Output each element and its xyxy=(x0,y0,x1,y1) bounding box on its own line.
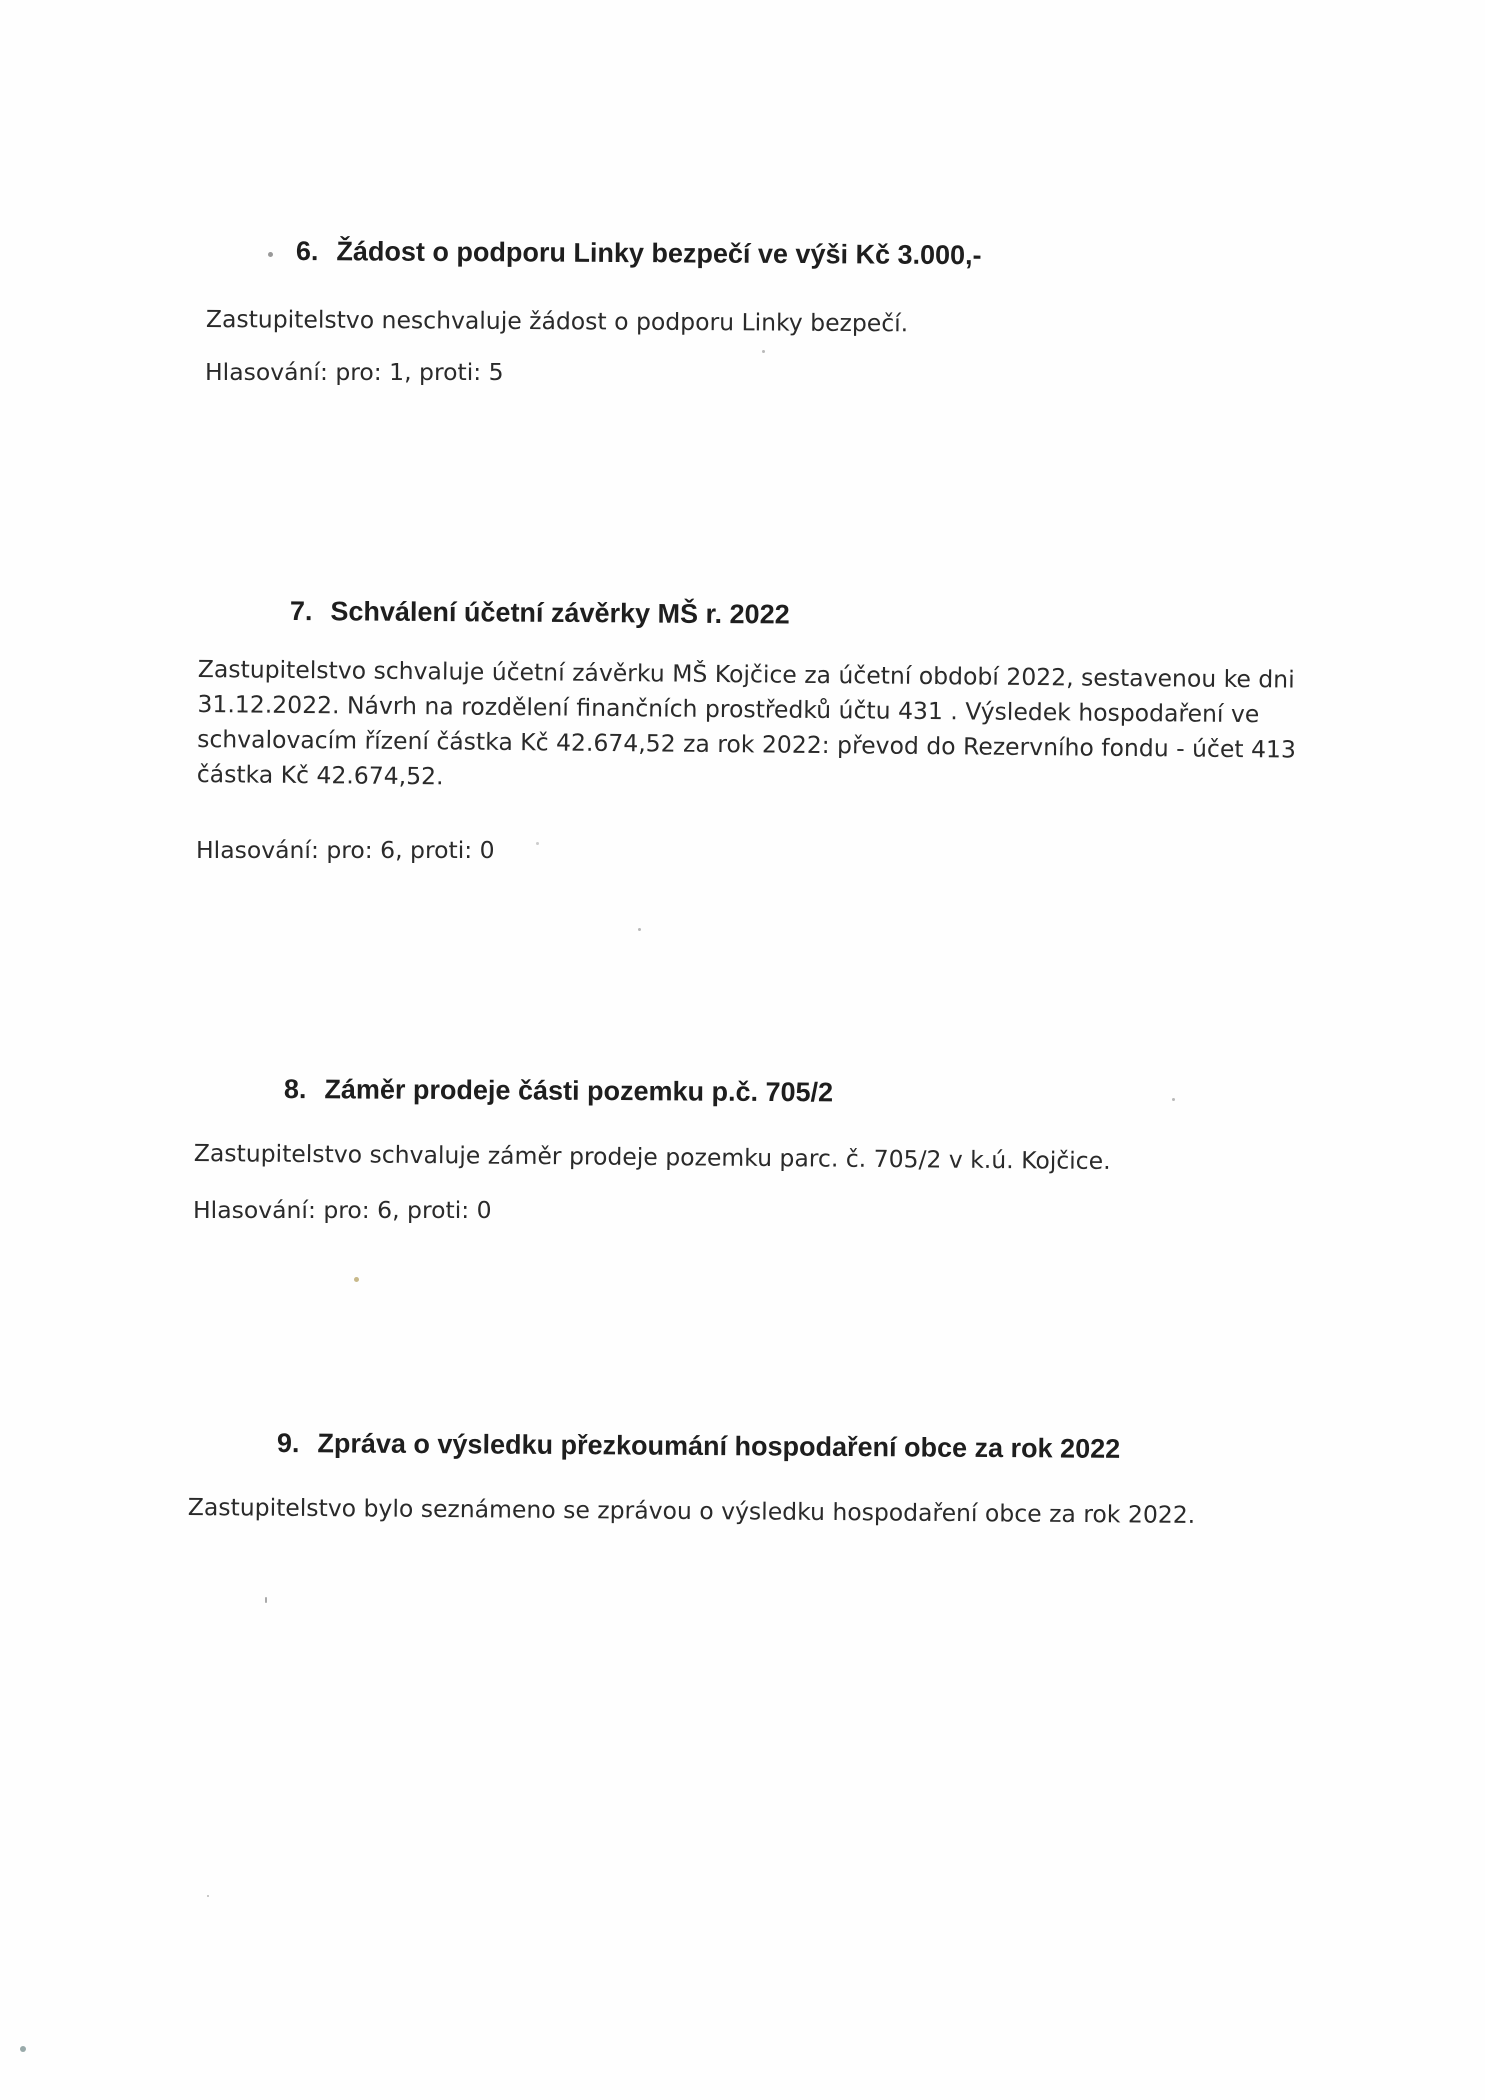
item-title: Zpráva o výsledku přezkoumání hospodaření obce za rok 2022 xyxy=(317,1428,1121,1464)
scan-speck xyxy=(536,842,539,845)
item-vote: Hlasování: pro: 1, proti: 5 xyxy=(205,358,504,386)
item-body: Zastupitelstvo neschvaluje žádost o podporu Linky bezpečí. xyxy=(205,304,909,338)
item-body: Zastupitelstvo schvaluje záměr prodeje pozemku parc. č. 705/2 v k.ú. Kojčice. xyxy=(193,1138,1111,1175)
item-number: 7. xyxy=(289,596,313,627)
agenda-item-8-vote xyxy=(193,1196,1343,1224)
scan-speck xyxy=(354,1277,359,1282)
item-title: Schválení účetní závěrky MŠ r. 2022 xyxy=(330,596,790,630)
agenda-item-7 xyxy=(290,596,1440,635)
item-heading xyxy=(296,236,1446,274)
item-title: Žádost o podporu Linky bezpečí ve výši Kč 3.000,- xyxy=(336,236,982,271)
item-heading xyxy=(284,1074,1434,1112)
agenda-item-6 xyxy=(296,236,1446,274)
item-title: Záměr prodeje části pozemku p.č. 705/2 xyxy=(324,1074,834,1108)
item-number: 6. xyxy=(295,236,319,267)
agenda-item-6-vote xyxy=(205,358,1355,386)
agenda-item-7-body xyxy=(197,652,1348,803)
item-body-line: částka Kč 42.674,52. xyxy=(196,759,444,791)
item-number: 8. xyxy=(283,1074,307,1105)
scan-speck xyxy=(638,928,641,931)
item-body-line: schvalovacím řízení částka Kč 42.674,52 za rok 2022: převod do Rezervního fondu - účet 413 xyxy=(197,724,1297,764)
agenda-item-7-vote xyxy=(196,836,1346,864)
item-body-line: Zastupitelstvo schvaluje účetní závěrku MŠ Kojčice za účetní období 2022, sestavenou ke dni xyxy=(197,654,1295,694)
scan-speck xyxy=(207,1895,209,1897)
scan-speck xyxy=(265,1597,267,1603)
bullet-dot xyxy=(268,252,273,257)
agenda-item-6-body xyxy=(206,302,1356,344)
item-number: 9. xyxy=(276,1428,300,1459)
scan-speck xyxy=(1172,1098,1175,1101)
agenda-item-8-body xyxy=(194,1136,1344,1181)
item-heading xyxy=(290,596,1440,635)
agenda-item-8 xyxy=(284,1074,1434,1112)
item-vote: Hlasování: pro: 6, proti: 0 xyxy=(193,1196,492,1224)
item-vote: Hlasování: pro: 6, proti: 0 xyxy=(196,836,495,864)
scan-speck xyxy=(762,350,765,353)
scan-speck xyxy=(20,2046,26,2052)
item-body-line: 31.12.2022. Návrh na rozdělení finančních prostředků účtu 431 . Výsledek hospodaření ve xyxy=(197,689,1260,729)
item-heading xyxy=(277,1428,1427,1467)
agenda-item-9 xyxy=(277,1428,1427,1467)
agenda-item-9-body xyxy=(188,1490,1338,1534)
item-body: Zastupitelstvo bylo seznámeno se zprávou o výsledku hospodaření obce za rok 2022. xyxy=(187,1492,1196,1529)
